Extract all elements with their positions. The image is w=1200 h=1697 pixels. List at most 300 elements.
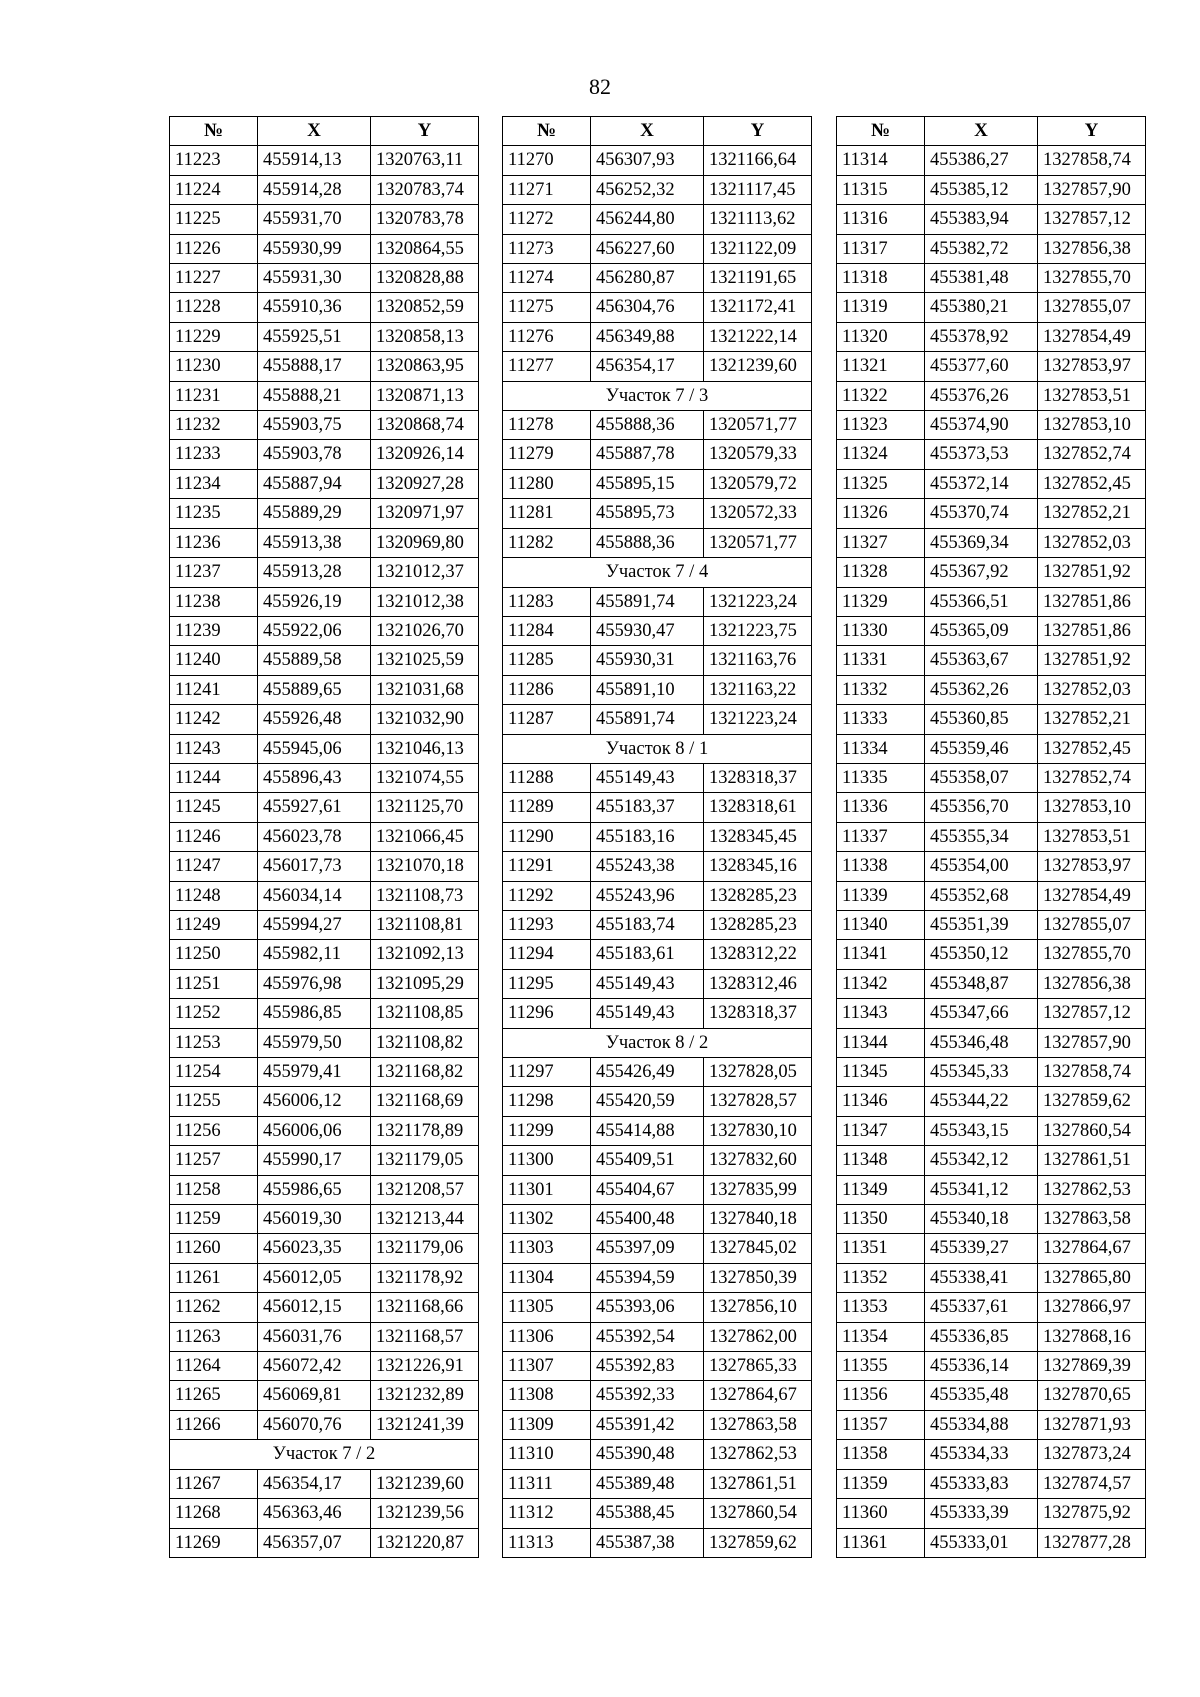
header-number: № (837, 117, 925, 146)
table-row (837, 1381, 1146, 1410)
x-coordinate: 456012,15 (258, 1293, 371, 1322)
table-row (837, 675, 1146, 704)
table-row (503, 1116, 812, 1145)
y-coordinate: 1320927,28 (371, 469, 479, 498)
table-row (503, 1499, 812, 1528)
table-row (837, 1116, 1146, 1145)
table-row (170, 999, 479, 1028)
point-number: 11309 (503, 1410, 591, 1439)
table-row (503, 440, 812, 469)
x-coordinate: 456252,32 (591, 175, 704, 204)
point-number: 11234 (170, 469, 258, 498)
y-coordinate: 1327852,03 (1038, 528, 1146, 557)
x-coordinate: 455183,74 (591, 910, 704, 939)
x-coordinate: 455359,46 (925, 734, 1038, 763)
x-coordinate: 455926,48 (258, 705, 371, 734)
table-row (837, 1352, 1146, 1381)
y-coordinate: 1327852,45 (1038, 469, 1146, 498)
y-coordinate: 1327875,92 (1038, 1499, 1146, 1528)
y-coordinate: 1327856,38 (1038, 969, 1146, 998)
point-number: 11248 (170, 881, 258, 910)
point-number: 11310 (503, 1440, 591, 1469)
coordinates-table-3 (836, 116, 1146, 1558)
y-coordinate: 1320864,55 (371, 234, 479, 263)
section-title: Участок 7 / 2 (170, 1440, 479, 1469)
y-coordinate: 1328312,46 (704, 969, 812, 998)
x-coordinate: 455426,49 (591, 1058, 704, 1087)
x-coordinate: 455383,94 (925, 205, 1038, 234)
x-coordinate: 455891,74 (591, 587, 704, 616)
x-coordinate: 455355,34 (925, 822, 1038, 851)
x-coordinate: 455982,11 (258, 940, 371, 969)
point-number: 11284 (503, 616, 591, 645)
table-row (503, 852, 812, 881)
y-coordinate: 1321163,22 (704, 675, 812, 704)
table-row (837, 469, 1146, 498)
y-coordinate: 1320579,33 (704, 440, 812, 469)
y-coordinate: 1327863,58 (1038, 1205, 1146, 1234)
point-number: 11242 (170, 705, 258, 734)
x-coordinate: 455339,27 (925, 1234, 1038, 1263)
point-number: 11339 (837, 881, 925, 910)
y-coordinate: 1320572,33 (704, 499, 812, 528)
table-row (170, 1293, 479, 1322)
table-row (837, 175, 1146, 204)
table-row (837, 146, 1146, 175)
y-coordinate: 1320858,13 (371, 322, 479, 351)
point-number: 11326 (837, 499, 925, 528)
y-coordinate: 1327832,60 (704, 1146, 812, 1175)
y-coordinate: 1327853,51 (1038, 822, 1146, 851)
x-coordinate: 456017,73 (258, 852, 371, 881)
y-coordinate: 1320969,80 (371, 528, 479, 557)
y-coordinate: 1321239,60 (704, 352, 812, 381)
section-row (503, 558, 812, 587)
y-coordinate: 1327852,45 (1038, 734, 1146, 763)
point-number: 11303 (503, 1234, 591, 1263)
y-coordinate: 1321222,14 (704, 322, 812, 351)
y-coordinate: 1321223,24 (704, 705, 812, 734)
table-row (170, 1469, 479, 1498)
point-number: 11361 (837, 1528, 925, 1557)
y-coordinate: 1321226,91 (371, 1352, 479, 1381)
y-coordinate: 1321066,45 (371, 822, 479, 851)
y-coordinate: 1321031,68 (371, 675, 479, 704)
table-row (170, 1205, 479, 1234)
y-coordinate: 1327858,74 (1038, 1058, 1146, 1087)
x-coordinate: 455347,66 (925, 999, 1038, 1028)
x-coordinate: 455391,42 (591, 1410, 704, 1439)
table-row (837, 234, 1146, 263)
table-row (170, 734, 479, 763)
point-number: 11296 (503, 999, 591, 1028)
table-row (170, 1352, 479, 1381)
y-coordinate: 1327851,86 (1038, 587, 1146, 616)
point-number: 11351 (837, 1234, 925, 1263)
table-row (503, 881, 812, 910)
table-row (837, 1263, 1146, 1292)
x-coordinate: 455891,10 (591, 675, 704, 704)
table-row (837, 705, 1146, 734)
point-number: 11244 (170, 763, 258, 792)
y-coordinate: 1327863,58 (704, 1410, 812, 1439)
table-row (170, 175, 479, 204)
point-number: 11233 (170, 440, 258, 469)
point-number: 11298 (503, 1087, 591, 1116)
table-row (170, 940, 479, 969)
point-number: 11352 (837, 1263, 925, 1292)
point-number: 11283 (503, 587, 591, 616)
section-title: Участок 7 / 3 (503, 381, 812, 410)
point-number: 11308 (503, 1381, 591, 1410)
table-row (503, 1440, 812, 1469)
table-row (170, 234, 479, 263)
point-number: 11334 (837, 734, 925, 763)
x-coordinate: 455340,18 (925, 1205, 1038, 1234)
table-row (170, 469, 479, 498)
table-row (837, 205, 1146, 234)
table-row (503, 646, 812, 675)
x-coordinate: 455381,48 (925, 264, 1038, 293)
point-number: 11252 (170, 999, 258, 1028)
section-row (170, 1440, 479, 1469)
x-coordinate: 455979,41 (258, 1058, 371, 1087)
point-number: 11315 (837, 175, 925, 204)
point-number: 11323 (837, 411, 925, 440)
point-number: 11320 (837, 322, 925, 351)
point-number: 11291 (503, 852, 591, 881)
y-coordinate: 1320571,77 (704, 528, 812, 557)
table-row (837, 381, 1146, 410)
y-coordinate: 1327851,92 (1038, 646, 1146, 675)
x-coordinate: 455362,26 (925, 675, 1038, 704)
x-coordinate: 455922,06 (258, 616, 371, 645)
point-number: 11305 (503, 1293, 591, 1322)
point-number: 11251 (170, 969, 258, 998)
x-coordinate: 455149,43 (591, 999, 704, 1028)
y-coordinate: 1327856,38 (1038, 234, 1146, 263)
y-coordinate: 1321191,65 (704, 264, 812, 293)
table-row (837, 264, 1146, 293)
point-number: 11302 (503, 1205, 591, 1234)
x-coordinate: 455385,12 (925, 175, 1038, 204)
x-coordinate: 455888,17 (258, 352, 371, 381)
y-coordinate: 1321113,62 (704, 205, 812, 234)
point-number: 11270 (503, 146, 591, 175)
table-row (837, 1058, 1146, 1087)
y-coordinate: 1320852,59 (371, 293, 479, 322)
y-coordinate: 1321179,06 (371, 1234, 479, 1263)
point-number: 11226 (170, 234, 258, 263)
y-coordinate: 1327852,21 (1038, 705, 1146, 734)
x-coordinate: 455377,60 (925, 352, 1038, 381)
point-number: 11230 (170, 352, 258, 381)
section-title: Участок 8 / 1 (503, 734, 812, 763)
y-coordinate: 1327857,90 (1038, 175, 1146, 204)
x-coordinate: 455382,72 (925, 234, 1038, 263)
point-number: 11236 (170, 528, 258, 557)
point-number: 11276 (503, 322, 591, 351)
table-row (503, 352, 812, 381)
y-coordinate: 1321163,76 (704, 646, 812, 675)
y-coordinate: 1327861,51 (704, 1469, 812, 1498)
point-number: 11294 (503, 940, 591, 969)
point-number: 11290 (503, 822, 591, 851)
table-row (170, 616, 479, 645)
table-row (170, 881, 479, 910)
table-row (170, 293, 479, 322)
x-coordinate: 455388,45 (591, 1499, 704, 1528)
point-number: 11272 (503, 205, 591, 234)
x-coordinate: 456069,81 (258, 1381, 371, 1410)
table-row (837, 1499, 1146, 1528)
header-x: X (258, 117, 371, 146)
point-number: 11348 (837, 1146, 925, 1175)
point-number: 11227 (170, 264, 258, 293)
table-row (503, 822, 812, 851)
point-number: 11282 (503, 528, 591, 557)
point-number: 11340 (837, 910, 925, 939)
table-row (503, 1175, 812, 1204)
y-coordinate: 1321241,39 (371, 1410, 479, 1439)
y-coordinate: 1327869,39 (1038, 1352, 1146, 1381)
y-coordinate: 1327865,80 (1038, 1263, 1146, 1292)
table-row (503, 763, 812, 792)
table-row (837, 1028, 1146, 1057)
table-row (837, 734, 1146, 763)
y-coordinate: 1320828,88 (371, 264, 479, 293)
header-y: Y (371, 117, 479, 146)
y-coordinate: 1327830,10 (704, 1116, 812, 1145)
x-coordinate: 455335,48 (925, 1381, 1038, 1410)
point-number: 11240 (170, 646, 258, 675)
section-row (503, 381, 812, 410)
y-coordinate: 1327860,54 (704, 1499, 812, 1528)
y-coordinate: 1321125,70 (371, 793, 479, 822)
point-number: 11353 (837, 1293, 925, 1322)
x-coordinate: 455363,67 (925, 646, 1038, 675)
point-number: 11341 (837, 940, 925, 969)
x-coordinate: 455387,38 (591, 1528, 704, 1557)
y-coordinate: 1327828,05 (704, 1058, 812, 1087)
table-row (837, 969, 1146, 998)
table-row (503, 1322, 812, 1351)
table-row (170, 1263, 479, 1292)
y-coordinate: 1321178,92 (371, 1263, 479, 1292)
point-number: 11257 (170, 1146, 258, 1175)
y-coordinate: 1327853,51 (1038, 381, 1146, 410)
point-number: 11259 (170, 1205, 258, 1234)
table-row (170, 1058, 479, 1087)
y-coordinate: 1327854,49 (1038, 322, 1146, 351)
point-number: 11278 (503, 411, 591, 440)
y-coordinate: 1321108,73 (371, 881, 479, 910)
x-coordinate: 455990,17 (258, 1146, 371, 1175)
x-coordinate: 456244,80 (591, 205, 704, 234)
x-coordinate: 455887,78 (591, 440, 704, 469)
table-row (170, 705, 479, 734)
table-row (170, 146, 479, 175)
x-coordinate: 455913,28 (258, 558, 371, 587)
x-coordinate: 456363,46 (258, 1499, 371, 1528)
table-row (837, 293, 1146, 322)
table-row (837, 1410, 1146, 1439)
x-coordinate: 455895,15 (591, 469, 704, 498)
point-number: 11332 (837, 675, 925, 704)
x-coordinate: 456354,17 (258, 1469, 371, 1498)
x-coordinate: 455394,59 (591, 1263, 704, 1292)
point-number: 11237 (170, 558, 258, 587)
x-coordinate: 455378,92 (925, 322, 1038, 351)
y-coordinate: 1321108,85 (371, 999, 479, 1028)
x-coordinate: 455927,61 (258, 793, 371, 822)
point-number: 11292 (503, 881, 591, 910)
point-number: 11277 (503, 352, 591, 381)
point-number: 11266 (170, 1410, 258, 1439)
table-row (837, 322, 1146, 351)
table-row (837, 1234, 1146, 1263)
table-row (503, 205, 812, 234)
y-coordinate: 1321095,29 (371, 969, 479, 998)
y-coordinate: 1327864,67 (1038, 1234, 1146, 1263)
x-coordinate: 455986,65 (258, 1175, 371, 1204)
table-row (503, 469, 812, 498)
x-coordinate: 456006,12 (258, 1087, 371, 1116)
table-row (503, 528, 812, 557)
point-number: 11358 (837, 1440, 925, 1469)
y-coordinate: 1321012,38 (371, 587, 479, 616)
table-row (170, 587, 479, 616)
table-row (503, 1293, 812, 1322)
y-coordinate: 1321213,44 (371, 1205, 479, 1234)
table-row (170, 352, 479, 381)
table-row (170, 1087, 479, 1116)
point-number: 11223 (170, 146, 258, 175)
point-number: 11239 (170, 616, 258, 645)
table-row (170, 411, 479, 440)
x-coordinate: 455183,16 (591, 822, 704, 851)
table-row (170, 1410, 479, 1439)
table-row (503, 793, 812, 822)
table-row (170, 1499, 479, 1528)
point-number: 11338 (837, 852, 925, 881)
x-coordinate: 455392,33 (591, 1381, 704, 1410)
point-number: 11329 (837, 587, 925, 616)
x-coordinate: 456349,88 (591, 322, 704, 351)
point-number: 11261 (170, 1263, 258, 1292)
x-coordinate: 455903,75 (258, 411, 371, 440)
point-number: 11250 (170, 940, 258, 969)
y-coordinate: 1327852,74 (1038, 763, 1146, 792)
y-coordinate: 1327861,51 (1038, 1146, 1146, 1175)
x-coordinate: 455414,88 (591, 1116, 704, 1145)
point-number: 11255 (170, 1087, 258, 1116)
x-coordinate: 455409,51 (591, 1146, 704, 1175)
table-row (503, 234, 812, 263)
point-number: 11345 (837, 1058, 925, 1087)
point-number: 11331 (837, 646, 925, 675)
x-coordinate: 455356,70 (925, 793, 1038, 822)
x-coordinate: 455891,74 (591, 705, 704, 734)
point-number: 11312 (503, 1499, 591, 1528)
point-number: 11313 (503, 1528, 591, 1557)
x-coordinate: 455887,94 (258, 469, 371, 498)
table-row (170, 1116, 479, 1145)
x-coordinate: 455358,07 (925, 763, 1038, 792)
x-coordinate: 456019,30 (258, 1205, 371, 1234)
y-coordinate: 1321239,60 (371, 1469, 479, 1498)
x-coordinate: 455914,28 (258, 175, 371, 204)
y-coordinate: 1320926,14 (371, 440, 479, 469)
x-coordinate: 455354,00 (925, 852, 1038, 881)
x-coordinate: 456072,42 (258, 1352, 371, 1381)
y-coordinate: 1328312,22 (704, 940, 812, 969)
point-number: 11349 (837, 1175, 925, 1204)
table-row (503, 1234, 812, 1263)
x-coordinate: 455366,51 (925, 587, 1038, 616)
header-row (837, 117, 1146, 146)
point-number: 11264 (170, 1352, 258, 1381)
x-coordinate: 456280,87 (591, 264, 704, 293)
table-row (837, 646, 1146, 675)
point-number: 11293 (503, 910, 591, 939)
table-row (837, 1293, 1146, 1322)
section-title: Участок 7 / 4 (503, 558, 812, 587)
point-number: 11346 (837, 1087, 925, 1116)
y-coordinate: 1328318,37 (704, 999, 812, 1028)
table-row (170, 205, 479, 234)
table-row (837, 616, 1146, 645)
table-row (503, 146, 812, 175)
x-coordinate: 455400,48 (591, 1205, 704, 1234)
y-coordinate: 1327857,90 (1038, 1028, 1146, 1057)
x-coordinate: 455888,36 (591, 528, 704, 557)
y-coordinate: 1321117,45 (704, 175, 812, 204)
point-number: 11225 (170, 205, 258, 234)
point-number: 11262 (170, 1293, 258, 1322)
point-number: 11254 (170, 1058, 258, 1087)
x-coordinate: 455149,43 (591, 763, 704, 792)
point-number: 11246 (170, 822, 258, 851)
y-coordinate: 1327874,57 (1038, 1469, 1146, 1498)
x-coordinate: 455367,92 (925, 558, 1038, 587)
x-coordinate: 455390,48 (591, 1440, 704, 1469)
x-coordinate: 455333,39 (925, 1499, 1038, 1528)
x-coordinate: 455345,33 (925, 1058, 1038, 1087)
y-coordinate: 1327859,62 (704, 1528, 812, 1557)
x-coordinate: 455365,09 (925, 616, 1038, 645)
y-coordinate: 1327828,57 (704, 1087, 812, 1116)
y-coordinate: 1321168,82 (371, 1058, 479, 1087)
y-coordinate: 1321122,09 (704, 234, 812, 263)
point-number: 11249 (170, 910, 258, 939)
point-number: 11319 (837, 293, 925, 322)
point-number: 11275 (503, 293, 591, 322)
point-number: 11343 (837, 999, 925, 1028)
y-coordinate: 1321025,59 (371, 646, 479, 675)
x-coordinate: 455389,48 (591, 1469, 704, 1498)
table-row (170, 969, 479, 998)
y-coordinate: 1327864,67 (704, 1381, 812, 1410)
x-coordinate: 456227,60 (591, 234, 704, 263)
point-number: 11287 (503, 705, 591, 734)
table-row (837, 822, 1146, 851)
point-number: 11256 (170, 1116, 258, 1145)
x-coordinate: 455370,74 (925, 499, 1038, 528)
x-coordinate: 455372,14 (925, 469, 1038, 498)
y-coordinate: 1328285,23 (704, 910, 812, 939)
table-row (503, 1205, 812, 1234)
